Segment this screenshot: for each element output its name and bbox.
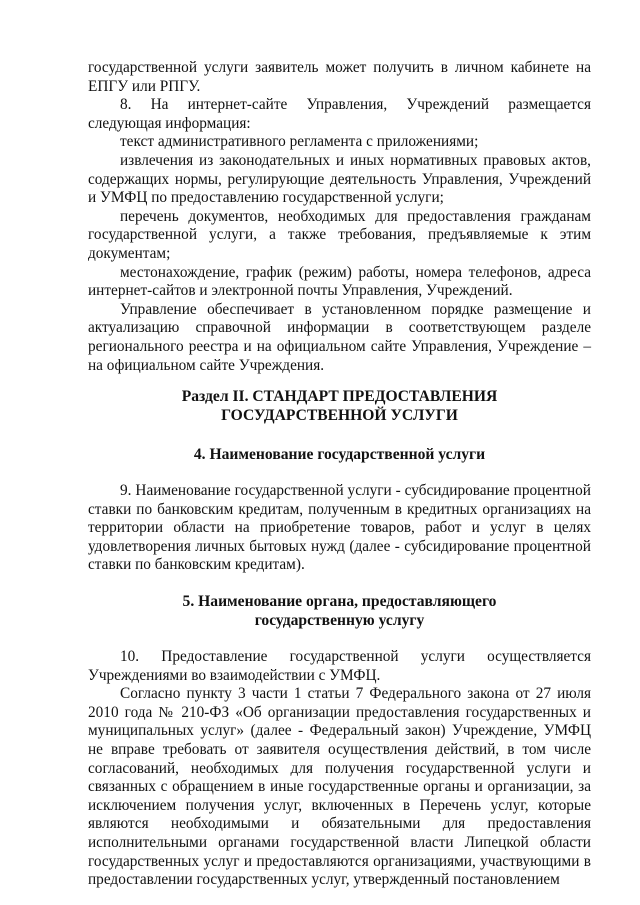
paragraph-10: 10. Предоставление государственной услуги осуществляется Учреждениями во взаимодействии с УМФЦ. bbox=[88, 648, 591, 684]
subsection-5-title-line-2: государственную услугу bbox=[254, 612, 425, 630]
document-body bbox=[88, 59, 591, 890]
subsection-4-title: 4. Наименование государственной услуги bbox=[193, 446, 486, 464]
list-item-documents: перечень документов, необходимых для предоставления гражданам государственной услуги, а также требования, предъявляемые к этим документам; bbox=[88, 207, 591, 262]
subsection-5-title-line-1: 5. Наименование органа, предоставляющего bbox=[182, 593, 497, 611]
section-2-title: Раздел II. СТАНДАРТ ПРЕДОСТАВЛЕНИЯ ГОСУДАРСТВЕННОЙ УСЛУГИ bbox=[181, 388, 498, 425]
list-item-contacts: местонахождение, график (режим) работы, номера телефонов, адреса интернет-сайтов и электронной почты Управления, Учреждений. bbox=[88, 263, 591, 300]
list-item-regulation-text: текст административного регламента с приложениями; bbox=[120, 133, 479, 151]
paragraph-8: 8. На интернет-сайте Управления, Учреждений размещается следующая информация: bbox=[88, 96, 591, 132]
subsection-5-title bbox=[88, 592, 591, 630]
paragraph-federal-law: Согласно пункту 3 части 1 статьи 7 Федерального закона от 27 июля 2010 года № 210-ФЗ «Об организации предоставления государственных и муниципальных услуг» (далее - Федеральный закон) Учреждение, УМФЦ не вправе требовать от заявителя осуществления действий, в том числе согласований, необходимых для получения государственной услуги и связанных с обращением в иные государственные органы и организации, за исключением получения услуг, включенных в Перечень услуг, которые являются необходимыми и обязательными для предоставления исполнительными органами государственной власти Липецкой области государственных услуг и предоставляются организациями, участвующими в предоставлении государственных услуг, утвержденный постановлением bbox=[88, 685, 591, 889]
paragraph-updates: Управление обеспечивает в установленном порядке размещение и актуализацию справочной информации в соответствующем разделе регионального реестра и на официальном сайте Управления, Учреждение – на официальном сайте Учреждения. bbox=[88, 300, 591, 374]
continuation-paragraph: государственной услуги заявитель может получить в личном кабинете на ЕПГУ или РПГУ. bbox=[88, 59, 591, 95]
paragraph-9: 9. Наименование государственной услуги - субсидирование процентной ставки по банковским кредитам, полученным в кредитных организациях на территории области на приобретение товаров, работ и услуг в целях удовлетворения личных бытовых нужд (далее - субсидирование процентной ставки по банковским кредитам). bbox=[88, 482, 591, 574]
list-item-legal-extracts: извлечения из законодательных и иных нормативных правовых актов, содержащих нормы, регулирующие деятельность Управления, Учреждений и УМФЦ по предоставлению государственной услуги; bbox=[88, 151, 591, 207]
